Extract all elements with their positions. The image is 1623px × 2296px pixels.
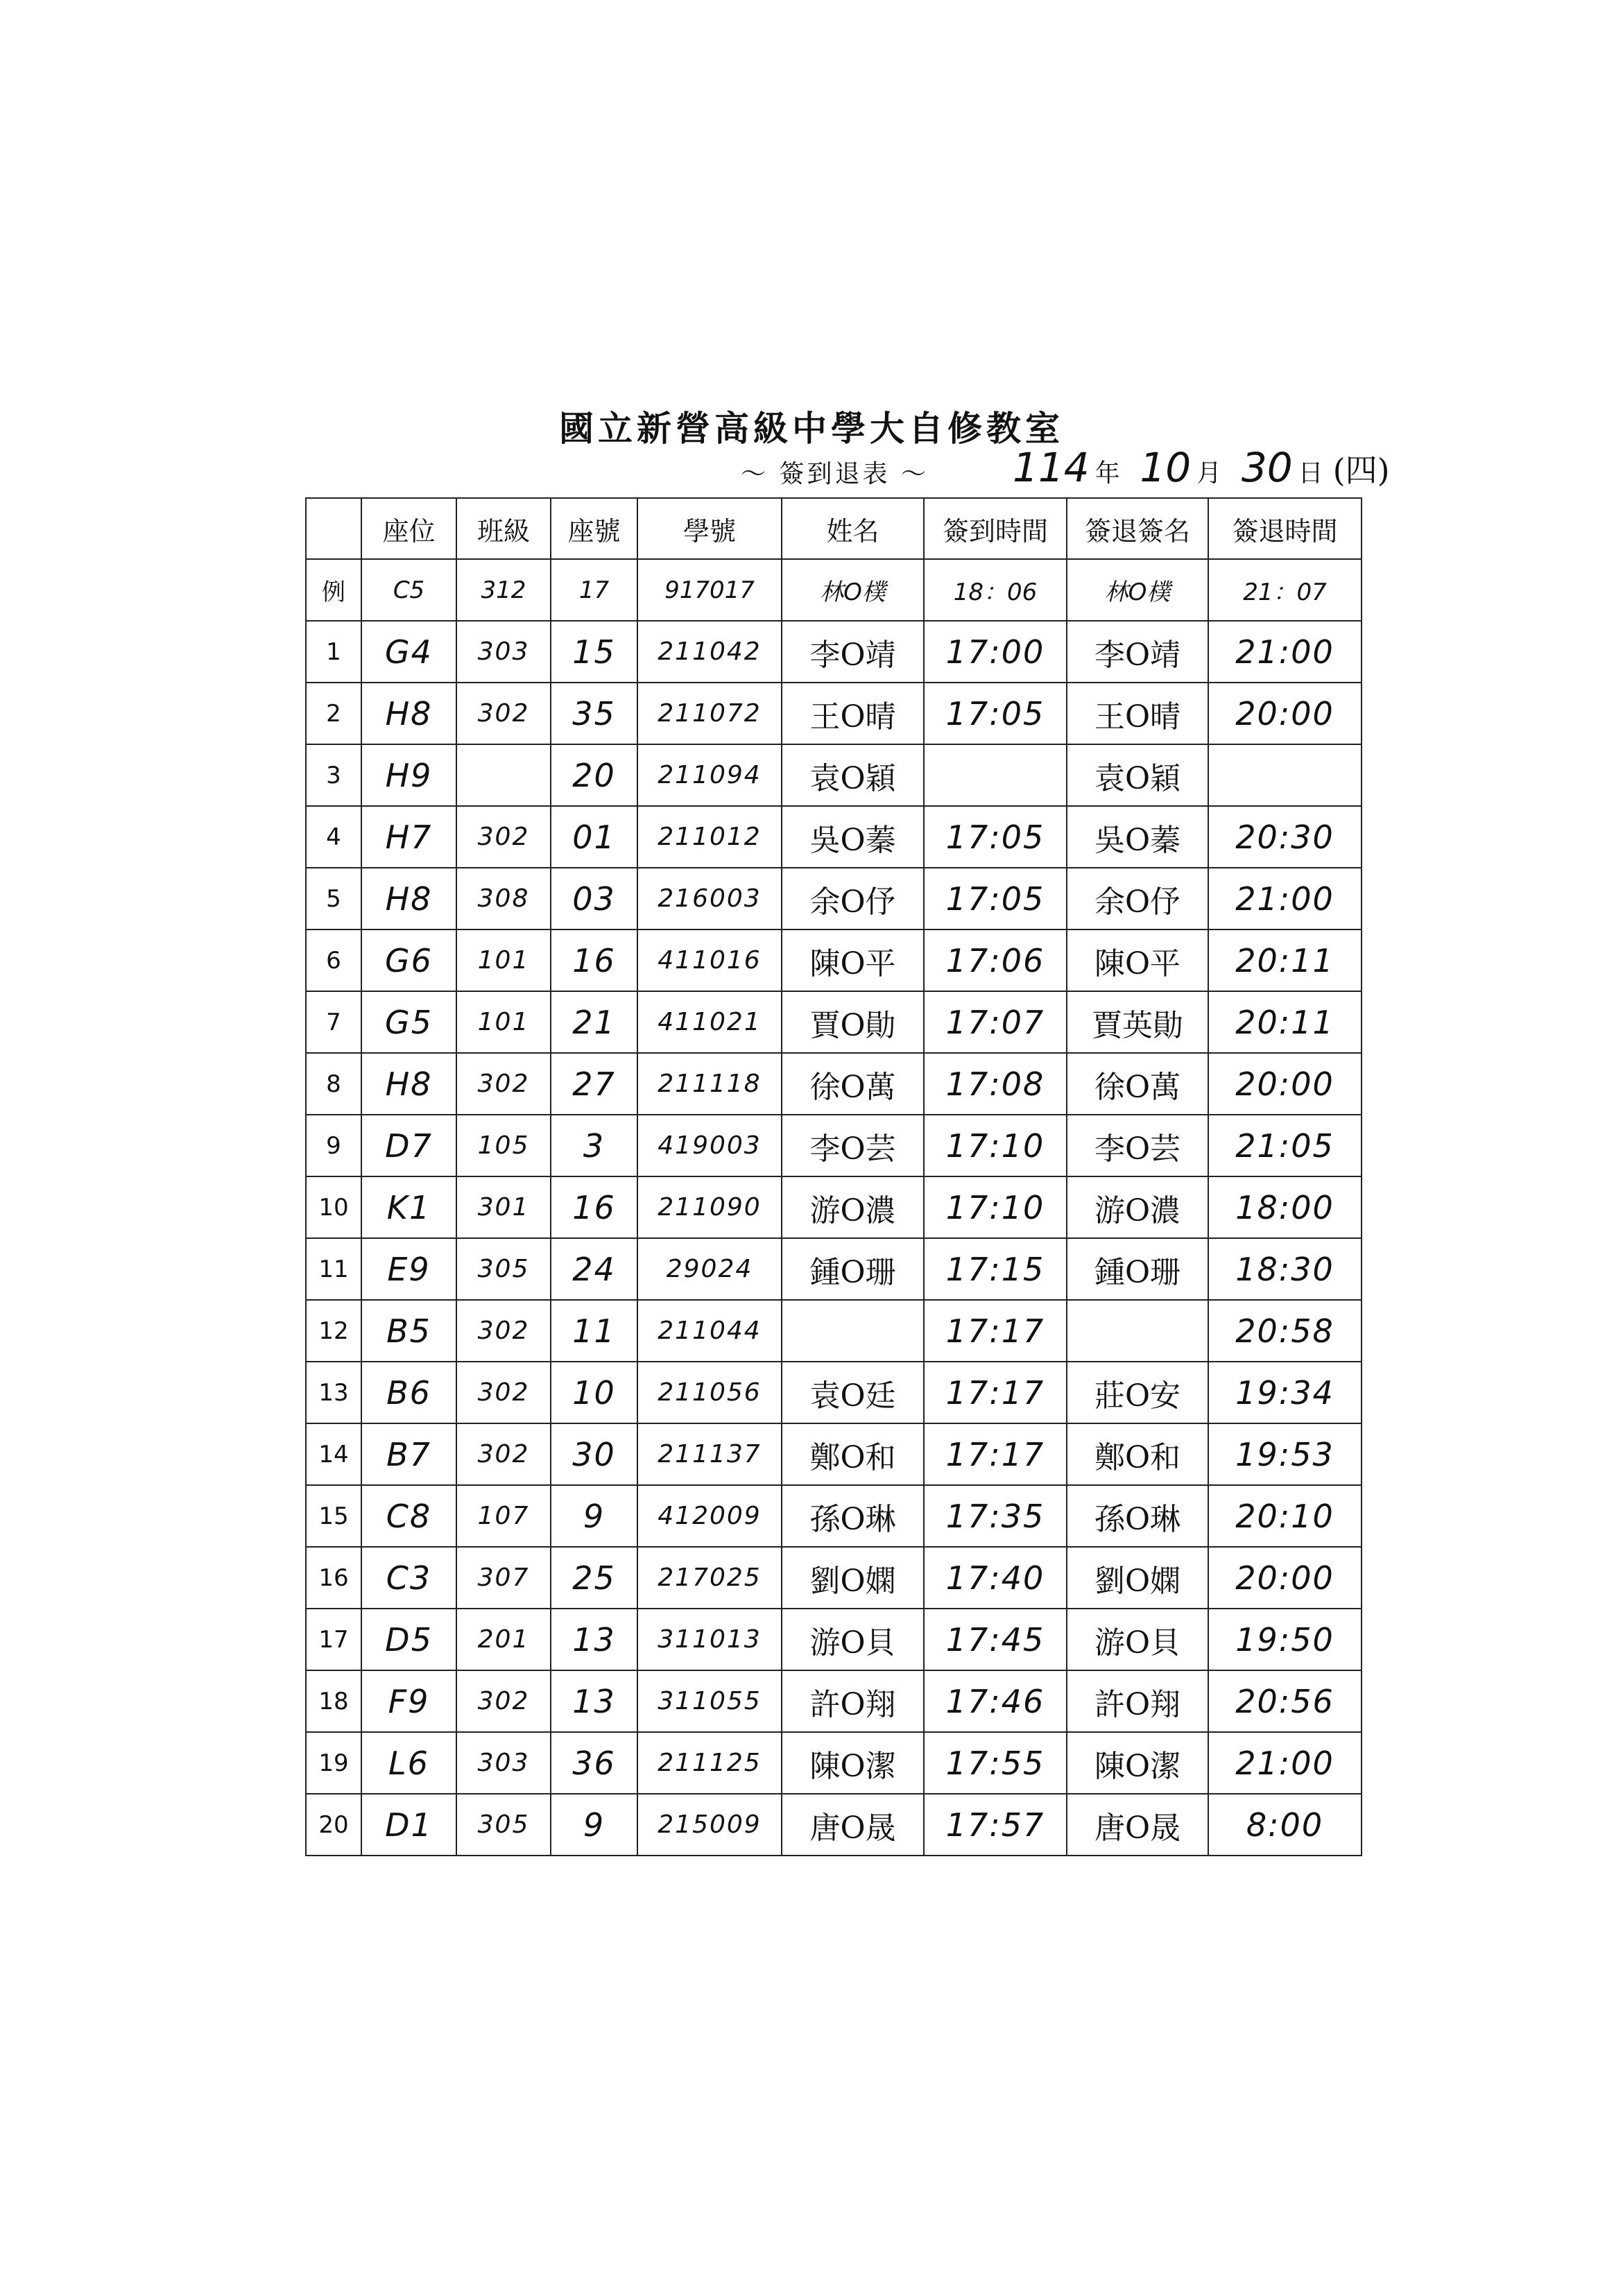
date-weekday: (四) bbox=[1332, 452, 1390, 489]
student-id-cell: 311013 bbox=[637, 1609, 782, 1670]
row-number: 19 bbox=[306, 1732, 361, 1794]
sign-out-time-cell: 20:10 bbox=[1208, 1485, 1362, 1547]
header-cell: 學號 bbox=[637, 498, 782, 559]
table-row bbox=[306, 621, 1362, 683]
class-cell: 302 bbox=[456, 1053, 551, 1115]
class-cell: 302 bbox=[456, 1670, 551, 1732]
sign-in-time-cell bbox=[924, 744, 1067, 806]
name-cell: 游O貝 bbox=[782, 1609, 924, 1670]
student-id-cell: 211090 bbox=[637, 1176, 782, 1238]
class-cell: 312 bbox=[456, 559, 551, 621]
date-year: 114 bbox=[1013, 444, 1090, 491]
sign-out-time-cell: 19:34 bbox=[1208, 1362, 1362, 1423]
seat-cell: B5 bbox=[361, 1300, 456, 1362]
student-id-cell: 211072 bbox=[637, 683, 782, 744]
sign-in-time-cell: 17:08 bbox=[924, 1053, 1067, 1115]
class-cell: 305 bbox=[456, 1794, 551, 1856]
example-row bbox=[306, 559, 1362, 621]
seat-cell: G4 bbox=[361, 621, 456, 683]
seat-no-cell: 13 bbox=[551, 1670, 637, 1732]
sign-out-name-cell: 劉O嫻 bbox=[1067, 1547, 1208, 1609]
sign-out-time-cell: 21：07 bbox=[1208, 559, 1362, 621]
name-cell: 鄭O和 bbox=[782, 1423, 924, 1485]
row-number: 12 bbox=[306, 1300, 361, 1362]
seat-cell: C5 bbox=[361, 559, 456, 621]
seat-cell: F9 bbox=[361, 1670, 456, 1732]
sign-in-time-cell: 17:10 bbox=[924, 1176, 1067, 1238]
student-id-cell: 211137 bbox=[637, 1423, 782, 1485]
class-cell: 303 bbox=[456, 621, 551, 683]
sign-out-name-cell: 陳O平 bbox=[1067, 929, 1208, 991]
sign-in-time-cell: 18：06 bbox=[924, 559, 1067, 621]
seat-cell: D1 bbox=[361, 1794, 456, 1856]
table-row bbox=[306, 1732, 1362, 1794]
seat-no-cell: 9 bbox=[551, 1485, 637, 1547]
name-cell: 李O芸 bbox=[782, 1115, 924, 1176]
row-number: 4 bbox=[306, 806, 361, 868]
seat-no-cell: 01 bbox=[551, 806, 637, 868]
name-cell: 余O伃 bbox=[782, 868, 924, 929]
class-cell: 302 bbox=[456, 1300, 551, 1362]
name-cell: 袁O穎 bbox=[782, 744, 924, 806]
date-day-unit: 日 bbox=[1298, 459, 1323, 488]
seat-no-cell: 16 bbox=[551, 1176, 637, 1238]
seat-no-cell: 36 bbox=[551, 1732, 637, 1794]
sign-out-name-cell: 李O芸 bbox=[1067, 1115, 1208, 1176]
form-subtitle: ～ 簽到退表 ～ bbox=[741, 460, 929, 488]
sign-out-name-cell: 王O晴 bbox=[1067, 683, 1208, 744]
sign-in-time-cell: 17:35 bbox=[924, 1485, 1067, 1547]
seat-no-cell: 9 bbox=[551, 1794, 637, 1856]
seat-no-cell: 24 bbox=[551, 1238, 637, 1300]
table-row bbox=[306, 1053, 1362, 1115]
date-year-unit: 年 bbox=[1094, 459, 1120, 488]
class-cell: 101 bbox=[456, 929, 551, 991]
sign-out-name-cell: 余O伃 bbox=[1067, 868, 1208, 929]
table-row bbox=[306, 1115, 1362, 1176]
row-number: 11 bbox=[306, 1238, 361, 1300]
seat-cell: G6 bbox=[361, 929, 456, 991]
header-cell bbox=[306, 498, 361, 559]
header-cell: 座號 bbox=[551, 498, 637, 559]
sign-out-time-cell: 20:56 bbox=[1208, 1670, 1362, 1732]
sign-out-name-cell: 吳O蓁 bbox=[1067, 806, 1208, 868]
class-cell: 303 bbox=[456, 1732, 551, 1794]
row-number: 3 bbox=[306, 744, 361, 806]
sign-out-time-cell: 19:50 bbox=[1208, 1609, 1362, 1670]
seat-cell: C3 bbox=[361, 1547, 456, 1609]
seat-no-cell: 20 bbox=[551, 744, 637, 806]
seat-cell: H8 bbox=[361, 1053, 456, 1115]
sign-out-time-cell: 21:00 bbox=[1208, 868, 1362, 929]
sign-in-time-cell: 17:10 bbox=[924, 1115, 1067, 1176]
date-day: 30 bbox=[1241, 444, 1293, 491]
signin-table bbox=[305, 497, 1362, 1856]
row-number: 5 bbox=[306, 868, 361, 929]
sign-in-time-cell: 17:55 bbox=[924, 1732, 1067, 1794]
seat-no-cell: 25 bbox=[551, 1547, 637, 1609]
table-row bbox=[306, 1670, 1362, 1732]
row-number: 13 bbox=[306, 1362, 361, 1423]
seat-cell: H9 bbox=[361, 744, 456, 806]
seat-cell: H8 bbox=[361, 868, 456, 929]
date-month: 10 bbox=[1140, 444, 1192, 491]
seat-cell: B6 bbox=[361, 1362, 456, 1423]
seat-no-cell: 16 bbox=[551, 929, 637, 991]
sign-out-time-cell bbox=[1208, 744, 1362, 806]
student-id-cell: 211125 bbox=[637, 1732, 782, 1794]
sign-out-name-cell: 唐O晟 bbox=[1067, 1794, 1208, 1856]
sign-out-time-cell: 20:11 bbox=[1208, 929, 1362, 991]
row-number: 17 bbox=[306, 1609, 361, 1670]
table-row bbox=[306, 1485, 1362, 1547]
seat-cell: L6 bbox=[361, 1732, 456, 1794]
header-cell: 座位 bbox=[361, 498, 456, 559]
student-id-cell: 211118 bbox=[637, 1053, 782, 1115]
name-cell: 林O樸 bbox=[782, 559, 924, 621]
name-cell: 李O靖 bbox=[782, 621, 924, 683]
sign-in-time-cell: 17:17 bbox=[924, 1423, 1067, 1485]
student-id-cell: 917017 bbox=[637, 559, 782, 621]
table-row bbox=[306, 1609, 1362, 1670]
sign-out-time-cell: 20:58 bbox=[1208, 1300, 1362, 1362]
seat-no-cell: 10 bbox=[551, 1362, 637, 1423]
row-number: 2 bbox=[306, 683, 361, 744]
class-cell: 107 bbox=[456, 1485, 551, 1547]
seat-no-cell: 03 bbox=[551, 868, 637, 929]
student-id-cell: 216003 bbox=[637, 868, 782, 929]
seat-cell: E9 bbox=[361, 1238, 456, 1300]
name-cell: 吳O蓁 bbox=[782, 806, 924, 868]
sign-in-time-cell: 17:57 bbox=[924, 1794, 1067, 1856]
seat-cell: D7 bbox=[361, 1115, 456, 1176]
sign-out-name-cell bbox=[1067, 1300, 1208, 1362]
class-cell: 302 bbox=[456, 1362, 551, 1423]
table-row bbox=[306, 1362, 1362, 1423]
sign-out-time-cell: 21:00 bbox=[1208, 621, 1362, 683]
seat-no-cell: 13 bbox=[551, 1609, 637, 1670]
row-number: 8 bbox=[306, 1053, 361, 1115]
seat-cell: G5 bbox=[361, 991, 456, 1053]
sign-in-time-cell: 17:45 bbox=[924, 1609, 1067, 1670]
seat-no-cell: 15 bbox=[551, 621, 637, 683]
class-cell: 307 bbox=[456, 1547, 551, 1609]
sign-out-time-cell: 20:00 bbox=[1208, 1547, 1362, 1609]
student-id-cell: 211094 bbox=[637, 744, 782, 806]
sign-in-time-cell: 17:17 bbox=[924, 1300, 1067, 1362]
sign-out-time-cell: 20:30 bbox=[1208, 806, 1362, 868]
table-row bbox=[306, 1794, 1362, 1856]
table-row bbox=[306, 1423, 1362, 1485]
student-id-cell: 411021 bbox=[637, 991, 782, 1053]
student-id-cell: 419003 bbox=[637, 1115, 782, 1176]
student-id-cell: 211042 bbox=[637, 621, 782, 683]
sign-in-time-cell: 17:07 bbox=[924, 991, 1067, 1053]
class-cell bbox=[456, 744, 551, 806]
class-cell: 105 bbox=[456, 1115, 551, 1176]
student-id-cell: 412009 bbox=[637, 1485, 782, 1547]
sign-out-name-cell: 游O濃 bbox=[1067, 1176, 1208, 1238]
sign-out-time-cell: 8:00 bbox=[1208, 1794, 1362, 1856]
table-row bbox=[306, 868, 1362, 929]
seat-cell: D5 bbox=[361, 1609, 456, 1670]
sign-out-name-cell: 鄭O和 bbox=[1067, 1423, 1208, 1485]
name-cell: 王O晴 bbox=[782, 683, 924, 744]
sign-in-time-cell: 17:05 bbox=[924, 683, 1067, 744]
row-number: 15 bbox=[306, 1485, 361, 1547]
header-cell: 簽退簽名 bbox=[1067, 498, 1208, 559]
row-number: 20 bbox=[306, 1794, 361, 1856]
seat-no-cell: 3 bbox=[551, 1115, 637, 1176]
table-row bbox=[306, 1238, 1362, 1300]
name-cell: 鍾O珊 bbox=[782, 1238, 924, 1300]
sign-out-time-cell: 18:00 bbox=[1208, 1176, 1362, 1238]
student-id-cell: 215009 bbox=[637, 1794, 782, 1856]
row-number: 例 bbox=[306, 559, 361, 621]
header-cell: 班級 bbox=[456, 498, 551, 559]
sign-out-name-cell: 賈英勛 bbox=[1067, 991, 1208, 1053]
name-cell: 游O濃 bbox=[782, 1176, 924, 1238]
seat-no-cell: 30 bbox=[551, 1423, 637, 1485]
row-number: 16 bbox=[306, 1547, 361, 1609]
header-cell: 簽退時間 bbox=[1208, 498, 1362, 559]
row-number: 7 bbox=[306, 991, 361, 1053]
table-row bbox=[306, 744, 1362, 806]
sign-in-time-cell: 17:46 bbox=[924, 1670, 1067, 1732]
student-id-cell: 29024 bbox=[637, 1238, 782, 1300]
date-line bbox=[1013, 444, 1390, 491]
class-cell: 201 bbox=[456, 1609, 551, 1670]
table-row bbox=[306, 929, 1362, 991]
seat-no-cell: 17 bbox=[551, 559, 637, 621]
class-cell: 305 bbox=[456, 1238, 551, 1300]
class-cell: 301 bbox=[456, 1176, 551, 1238]
name-cell: 劉O嫻 bbox=[782, 1547, 924, 1609]
sign-in-time-cell: 17:17 bbox=[924, 1362, 1067, 1423]
sign-out-name-cell: 鍾O珊 bbox=[1067, 1238, 1208, 1300]
row-number: 10 bbox=[306, 1176, 361, 1238]
student-id-cell: 311055 bbox=[637, 1670, 782, 1732]
student-id-cell: 211012 bbox=[637, 806, 782, 868]
sign-in-time-cell: 17:05 bbox=[924, 868, 1067, 929]
seat-cell: H7 bbox=[361, 806, 456, 868]
header-row bbox=[306, 498, 1362, 559]
sign-out-name-cell: 許O翔 bbox=[1067, 1670, 1208, 1732]
table-row bbox=[306, 806, 1362, 868]
name-cell: 孫O琳 bbox=[782, 1485, 924, 1547]
class-cell: 101 bbox=[456, 991, 551, 1053]
sign-out-name-cell: 袁O穎 bbox=[1067, 744, 1208, 806]
sign-in-time-cell: 17:15 bbox=[924, 1238, 1067, 1300]
date-month-unit: 月 bbox=[1196, 459, 1222, 488]
sign-out-name-cell: 游O貝 bbox=[1067, 1609, 1208, 1670]
table-row bbox=[306, 683, 1362, 744]
form-title: 國立新營高級中學大自修教室 bbox=[559, 408, 1064, 449]
seat-no-cell: 21 bbox=[551, 991, 637, 1053]
row-number: 14 bbox=[306, 1423, 361, 1485]
seat-no-cell: 11 bbox=[551, 1300, 637, 1362]
seat-no-cell: 27 bbox=[551, 1053, 637, 1115]
name-cell: 陳O平 bbox=[782, 929, 924, 991]
student-id-cell: 411016 bbox=[637, 929, 782, 991]
sign-out-time-cell: 21:05 bbox=[1208, 1115, 1362, 1176]
class-cell: 302 bbox=[456, 806, 551, 868]
header-cell: 姓名 bbox=[782, 498, 924, 559]
class-cell: 302 bbox=[456, 1423, 551, 1485]
sign-out-time-cell: 21:00 bbox=[1208, 1732, 1362, 1794]
seat-no-cell: 35 bbox=[551, 683, 637, 744]
sign-out-time-cell: 19:53 bbox=[1208, 1423, 1362, 1485]
student-id-cell: 211044 bbox=[637, 1300, 782, 1362]
table-row bbox=[306, 1547, 1362, 1609]
student-id-cell: 211056 bbox=[637, 1362, 782, 1423]
name-cell bbox=[782, 1300, 924, 1362]
table-row bbox=[306, 1300, 1362, 1362]
sign-out-name-cell: 孫O琳 bbox=[1067, 1485, 1208, 1547]
sign-in-time-cell: 17:06 bbox=[924, 929, 1067, 991]
seat-cell: B7 bbox=[361, 1423, 456, 1485]
student-id-cell: 217025 bbox=[637, 1547, 782, 1609]
sign-out-name-cell: 林O樸 bbox=[1067, 559, 1208, 621]
name-cell: 唐O晟 bbox=[782, 1794, 924, 1856]
header-cell: 簽到時間 bbox=[924, 498, 1067, 559]
seat-cell: H8 bbox=[361, 683, 456, 744]
sign-out-time-cell: 20:11 bbox=[1208, 991, 1362, 1053]
name-cell: 袁O廷 bbox=[782, 1362, 924, 1423]
sign-in-time-cell: 17:40 bbox=[924, 1547, 1067, 1609]
seat-cell: C8 bbox=[361, 1485, 456, 1547]
sign-in-time-cell: 17:00 bbox=[924, 621, 1067, 683]
name-cell: 許O翔 bbox=[782, 1670, 924, 1732]
row-number: 6 bbox=[306, 929, 361, 991]
name-cell: 徐O萬 bbox=[782, 1053, 924, 1115]
row-number: 9 bbox=[306, 1115, 361, 1176]
row-number: 1 bbox=[306, 621, 361, 683]
sign-out-name-cell: 徐O萬 bbox=[1067, 1053, 1208, 1115]
seat-cell: K1 bbox=[361, 1176, 456, 1238]
row-number: 18 bbox=[306, 1670, 361, 1732]
sign-out-name-cell: 李O靖 bbox=[1067, 621, 1208, 683]
sign-out-time-cell: 20:00 bbox=[1208, 683, 1362, 744]
table-row bbox=[306, 991, 1362, 1053]
sign-out-time-cell: 18:30 bbox=[1208, 1238, 1362, 1300]
sign-out-name-cell: 莊O安 bbox=[1067, 1362, 1208, 1423]
name-cell: 賈O勛 bbox=[782, 991, 924, 1053]
sign-out-time-cell: 20:00 bbox=[1208, 1053, 1362, 1115]
sign-out-name-cell: 陳O潔 bbox=[1067, 1732, 1208, 1794]
class-cell: 308 bbox=[456, 868, 551, 929]
name-cell: 陳O潔 bbox=[782, 1732, 924, 1794]
sign-in-time-cell: 17:05 bbox=[924, 806, 1067, 868]
class-cell: 302 bbox=[456, 683, 551, 744]
table-row bbox=[306, 1176, 1362, 1238]
